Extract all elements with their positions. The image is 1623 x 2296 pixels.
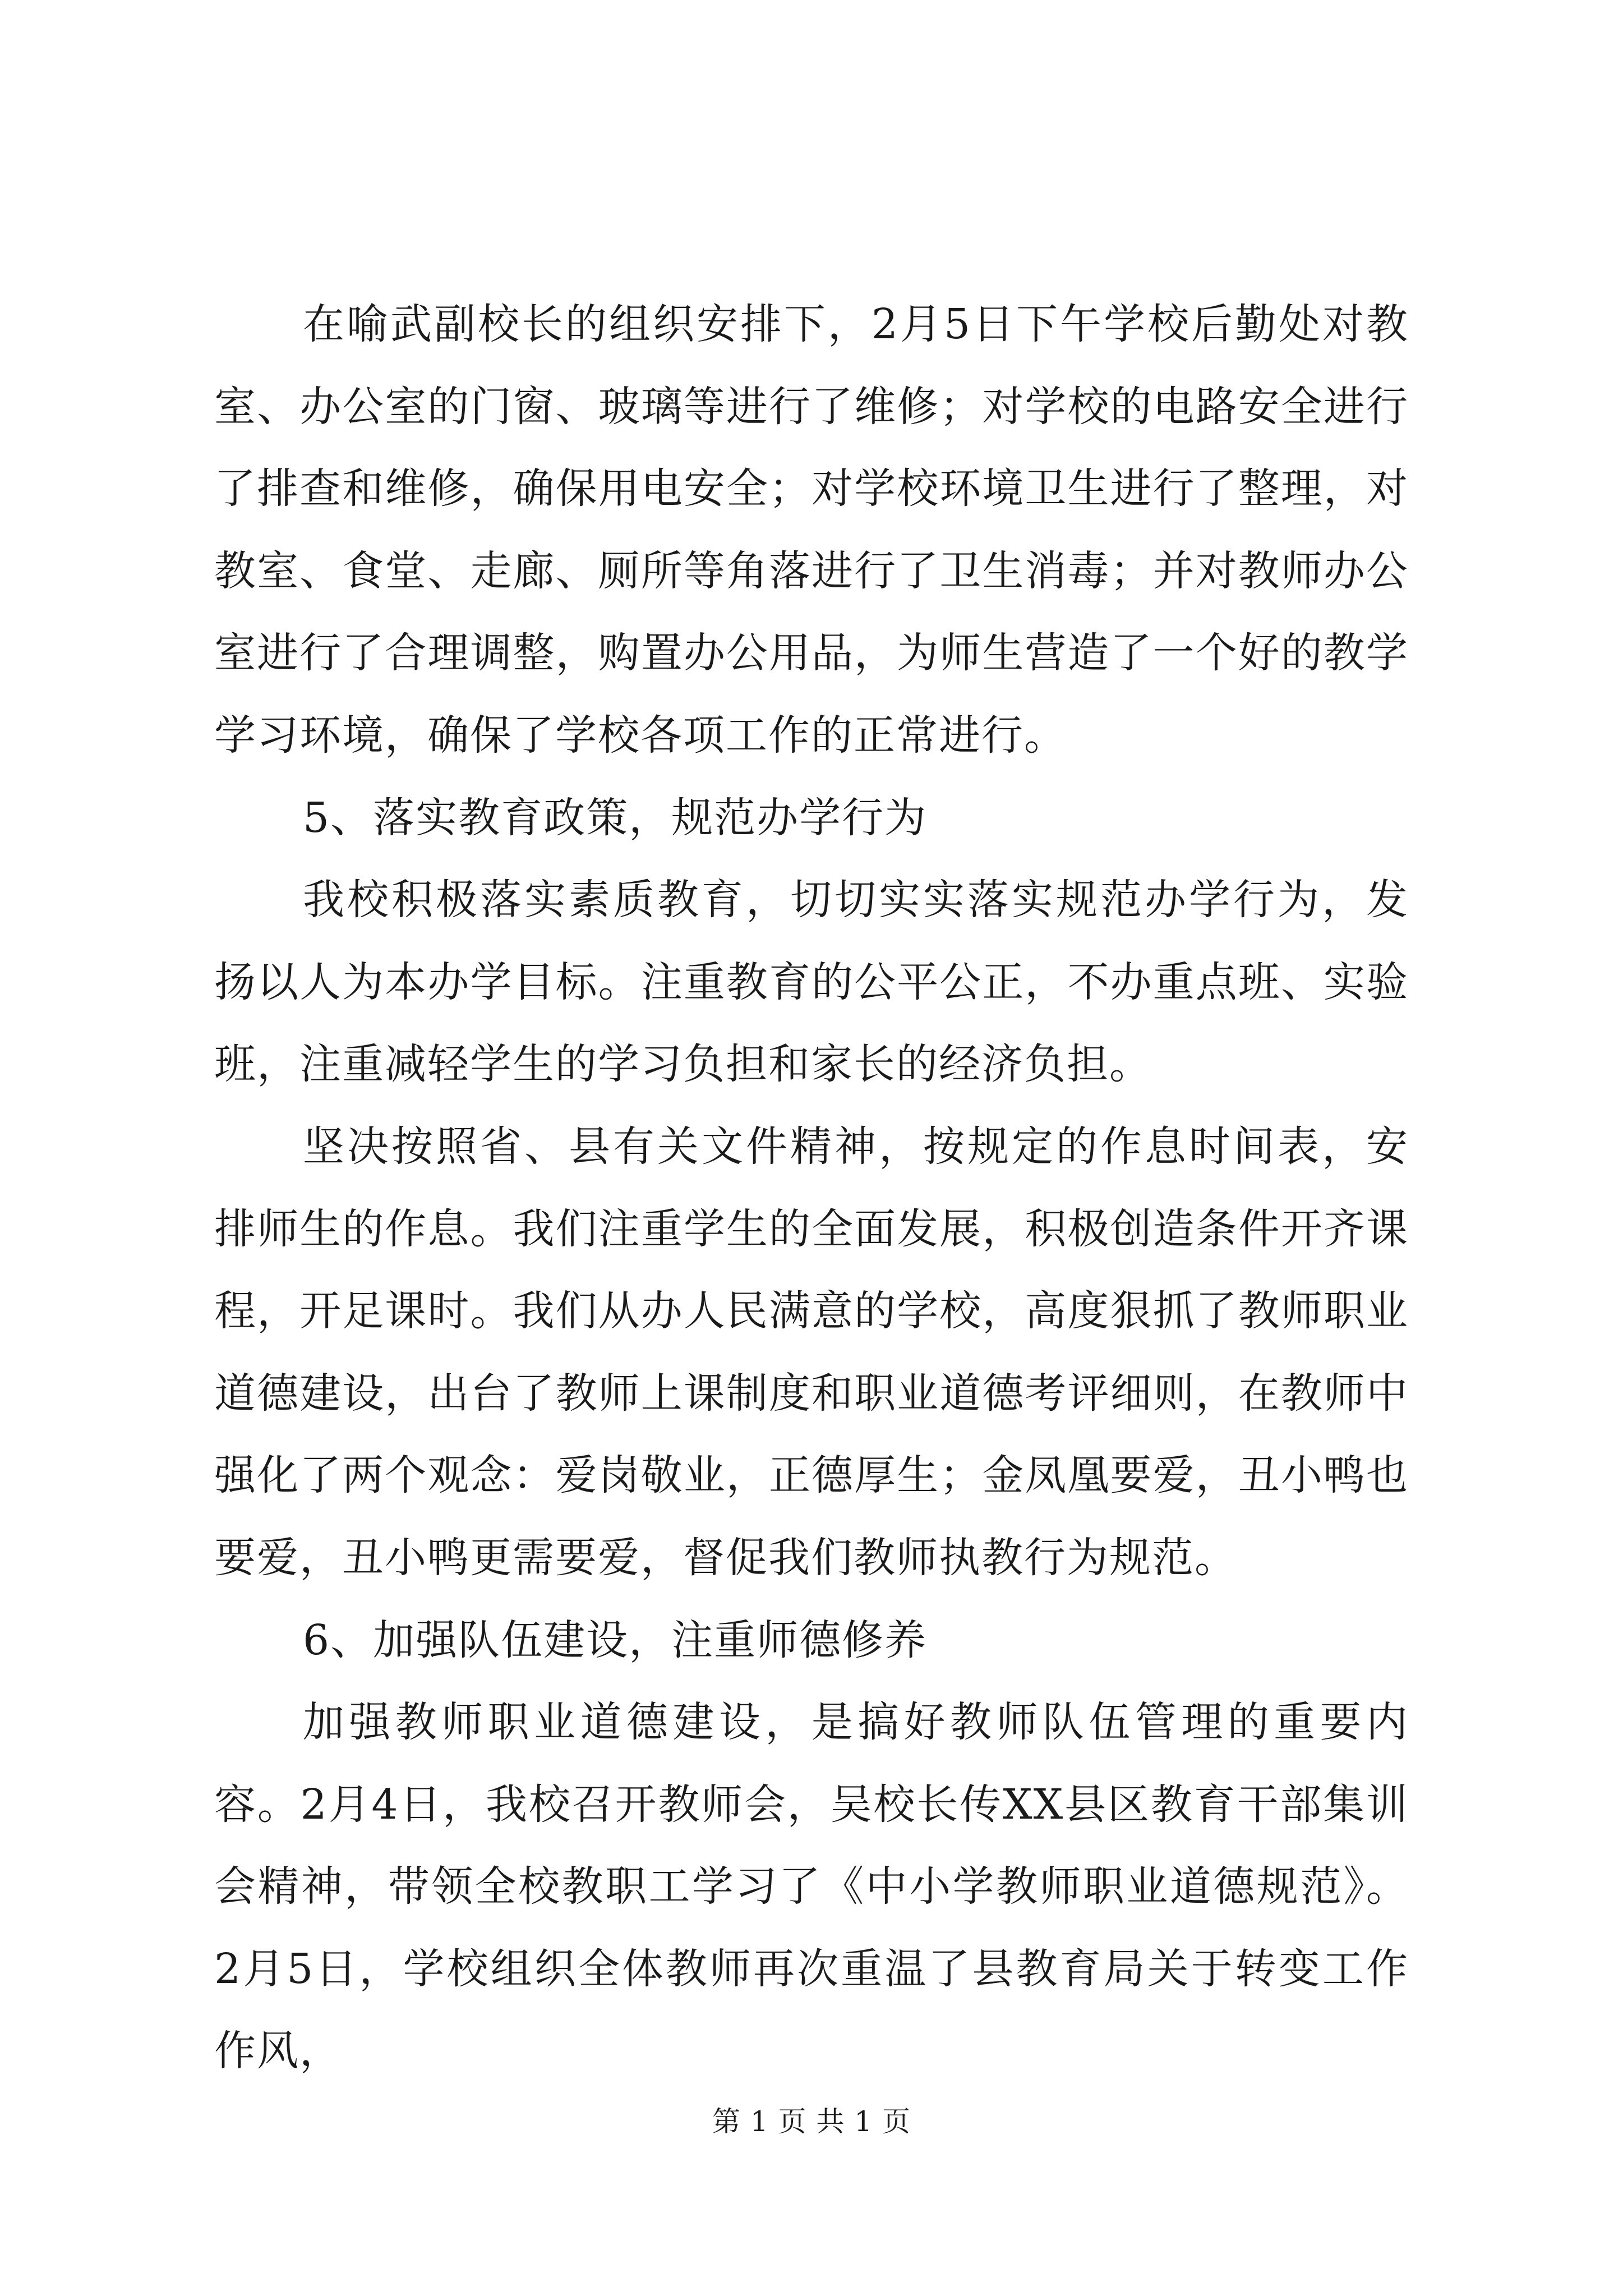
section-heading-5: 5、落实教育政策，规范办学行为 [303, 793, 928, 842]
section-heading-6: 6、加强队伍建设，注重师德修养 [303, 1616, 928, 1664]
paragraph-maintenance: 在喻武副校长的组织安排下，2月5日下午学校后勤处对教室、办公室的门窗、玻璃等进行了维修；对学校的电路安全进行了排查和维修，确保用电安全；对学校环境卫生进行了整理，对教室、食堂、走廊、厕所等角落进行了卫生消毒；并对教师办公室进行了合理调整，购置办公用品，为师生营造了一个好的教学学习环境，确保了学校各项工作的正常进行。 [214, 300, 1409, 760]
paragraph-schedule-ethics: 坚决按照省、县有关文件精神，按规定的作息时间表，安排师生的作息。我们注重学生的全面发展，积极创造条件开齐课程，开足课时。我们从办人民满意的学校，高度狠抓了教师职业道德建设，出台了教师上课制度和职业道德考评细则，在教师中强化了两个观念：爱岗敬业，正德厚生；金凤凰要爱，丑小鸭也要爱，丑小鸭更需要爱，督促我们教师执教行为规范。 [214, 1122, 1409, 1582]
paragraph-teacher-ethics: 加强教师职业道德建设，是搞好教师队伍管理的重要内容。2月4日，我校召开教师会，吴校长传XX县区教育干部集训会精神，带领全校教职工学习了《中小学教师职业道德规范》。2月5日，学校组织全体教师再次重温了县教育局关于转变工作作风， [214, 1698, 1409, 2076]
paragraph-quality-education: 我校积极落实素质教育，切切实实落实规范办学行为，发扬以人为本办学目标。注重教育的公平公正，不办重点班、实验班，注重减轻学生的学习负担和家长的经济负担。 [214, 876, 1409, 1089]
document-body [214, 283, 1409, 2092]
page-footer: 第 1 页 共 1 页 [712, 2105, 911, 2138]
